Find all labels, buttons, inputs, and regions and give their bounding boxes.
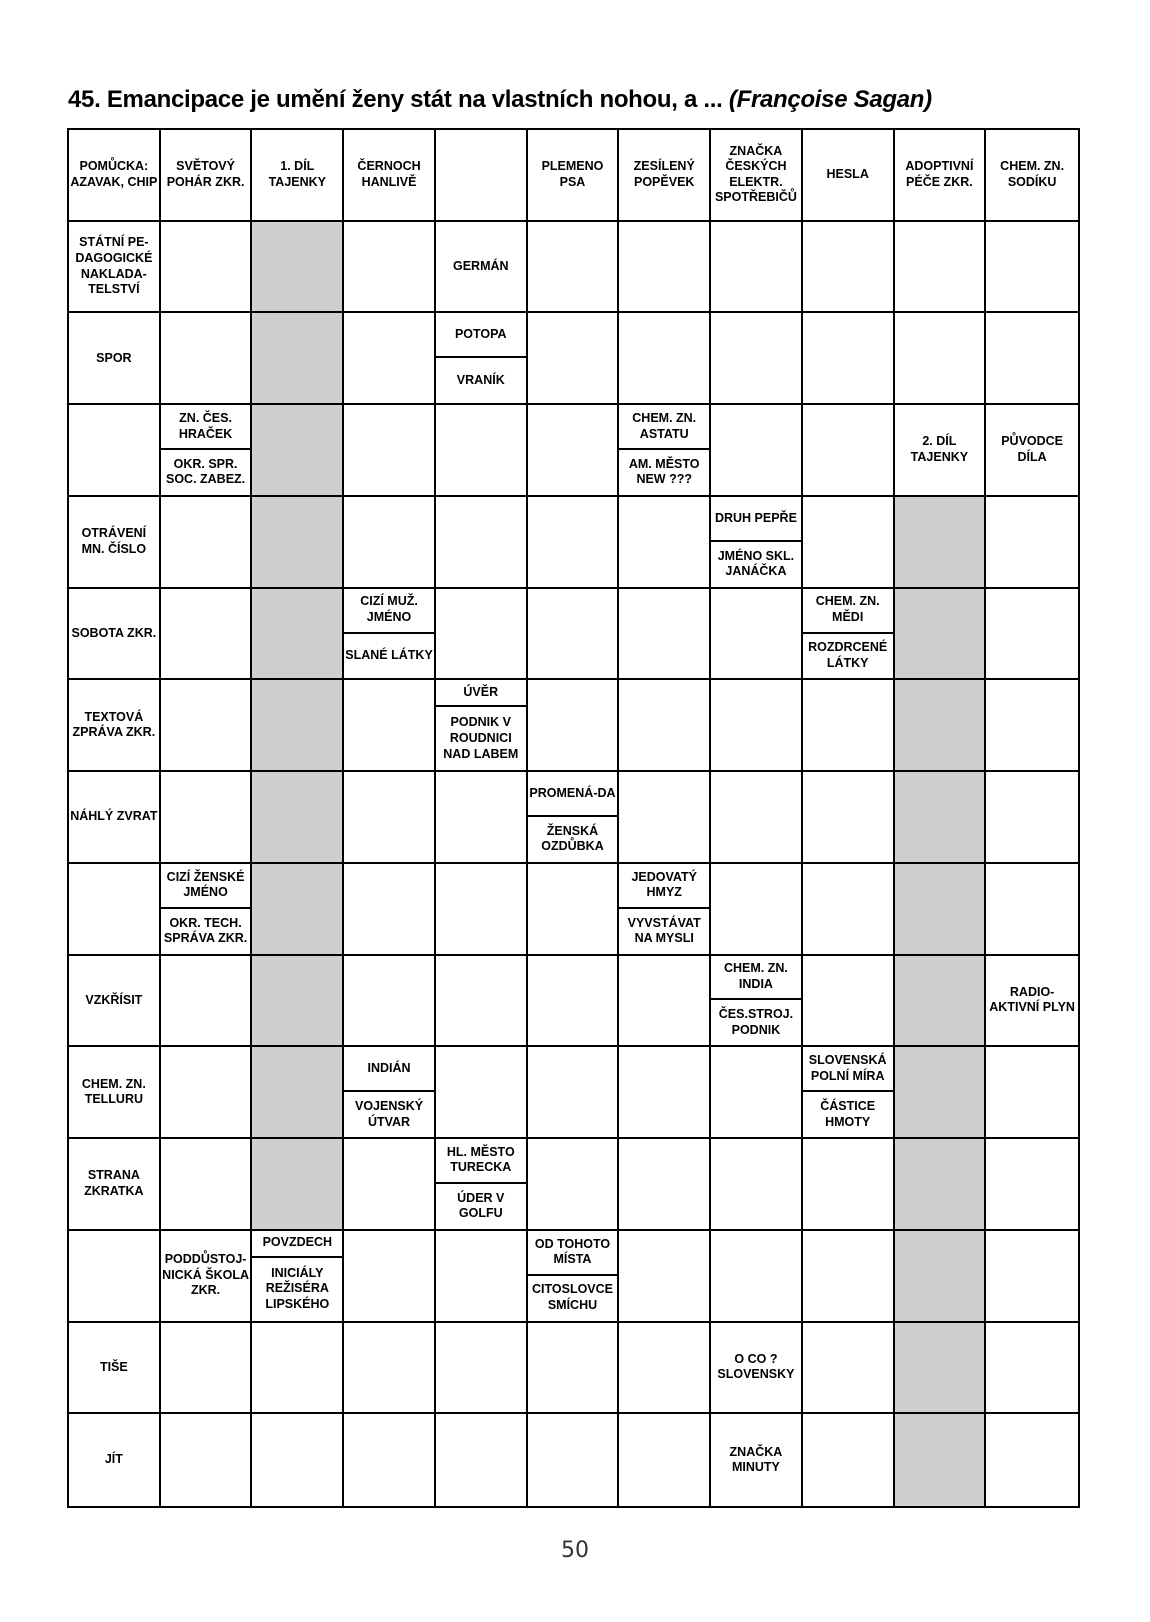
shaded-cell[interactable] <box>895 864 987 956</box>
answer-cell[interactable] <box>436 405 528 497</box>
answer-cell[interactable] <box>619 222 711 314</box>
answer-cell[interactable] <box>161 1047 253 1139</box>
answer-cell[interactable] <box>528 680 620 772</box>
answer-cell[interactable] <box>528 1139 620 1231</box>
clue-bottom: ČES.STROJ. PODNIK <box>718 1007 794 1037</box>
answer-cell[interactable] <box>161 222 253 314</box>
clue-cell: ADOPTIVNÍ PÉČE ZKR. <box>895 130 987 222</box>
clue-bottom: VYVSTÁVAT NA MYSLI <box>627 915 701 946</box>
split-clue-cell <box>161 405 253 497</box>
shaded-cell[interactable] <box>252 1047 344 1139</box>
answer-cell[interactable] <box>528 497 620 589</box>
answer-cell[interactable] <box>895 222 987 314</box>
split-clue-cell <box>619 405 711 497</box>
split-clue-cell <box>161 864 253 956</box>
answer-cell[interactable] <box>528 956 620 1048</box>
answer-cell[interactable] <box>161 772 253 864</box>
answer-cell[interactable] <box>986 772 1078 864</box>
answer-cell[interactable] <box>436 589 528 681</box>
answer-cell[interactable] <box>436 1323 528 1415</box>
clue-top: CHEM. ZN. MĚDI <box>803 589 893 634</box>
clue-top: CHEM. ZN. INDIA <box>711 956 801 1001</box>
answer-cell[interactable] <box>344 772 436 864</box>
shaded-cell[interactable] <box>252 222 344 314</box>
clue-bottom: VOJENSKÝ ÚTVAR <box>354 1098 424 1129</box>
clue-top: PROMENÁ-DA <box>528 772 618 817</box>
answer-cell[interactable] <box>436 864 528 956</box>
answer-cell[interactable] <box>344 313 436 405</box>
answer-cell[interactable] <box>528 405 620 497</box>
clue-cell: SOBOTA ZKR. <box>69 589 161 681</box>
answer-cell[interactable] <box>528 1414 620 1506</box>
answer-cell[interactable] <box>803 956 895 1048</box>
shaded-cell[interactable] <box>252 589 344 681</box>
clue-cell: PODDŮSTOJ-NICKÁ ŠKOLA ZKR. <box>161 1231 253 1323</box>
clue-bottom: SLANÉ LÁTKY <box>345 648 433 663</box>
answer-cell[interactable] <box>711 864 803 956</box>
answer-cell[interactable] <box>803 405 895 497</box>
shaded-cell[interactable] <box>895 1047 987 1139</box>
answer-cell[interactable] <box>528 222 620 314</box>
clue-cell: PŮVODCE DÍLA <box>986 405 1078 497</box>
clue-bottom: PODNIK V ROUDNICI NAD LABEM <box>443 715 519 761</box>
clue-cell: RADIO-AKTIVNÍ PLYN <box>986 956 1078 1048</box>
shaded-cell[interactable] <box>895 589 987 681</box>
split-clue-cell <box>619 864 711 956</box>
answer-cell[interactable] <box>436 956 528 1048</box>
clue-bottom: VRANÍK <box>456 372 505 387</box>
clue-cell: JÍT <box>69 1414 161 1506</box>
answer-cell[interactable] <box>986 1231 1078 1323</box>
answer-cell[interactable] <box>69 864 161 956</box>
shaded-cell[interactable] <box>895 497 987 589</box>
answer-cell[interactable] <box>986 1323 1078 1415</box>
answer-cell[interactable] <box>711 772 803 864</box>
answer-cell[interactable] <box>619 589 711 681</box>
clue-top: ÚVĚR <box>436 680 526 707</box>
answer-cell[interactable] <box>344 864 436 956</box>
answer-cell[interactable] <box>619 1323 711 1415</box>
answer-cell[interactable] <box>69 405 161 497</box>
answer-cell[interactable] <box>344 405 436 497</box>
answer-cell[interactable] <box>619 497 711 589</box>
clue-top: CIZÍ MUŽ. JMÉNO <box>344 589 434 634</box>
shaded-cell[interactable] <box>895 1414 987 1506</box>
answer-cell[interactable] <box>803 1323 895 1415</box>
clue-cell: HESLA <box>803 130 895 222</box>
clue-cell: TEXTOVÁ ZPRÁVA ZKR. <box>69 680 161 772</box>
clue-cell: 2. DÍL TAJENKY <box>895 405 987 497</box>
split-clue-cell <box>803 589 895 681</box>
answer-cell[interactable] <box>436 130 528 222</box>
clue-bottom: ŽENSKÁ OZDŮBKA <box>541 823 604 854</box>
answer-cell[interactable] <box>436 497 528 589</box>
clue-cell: ZNAČKA MINUTY <box>711 1414 803 1506</box>
answer-cell[interactable] <box>986 497 1078 589</box>
answer-cell[interactable] <box>528 1047 620 1139</box>
split-clue-cell <box>803 1047 895 1139</box>
clue-bottom: ÚDER V GOLFU <box>457 1190 505 1221</box>
answer-cell[interactable] <box>161 589 253 681</box>
answer-cell[interactable] <box>161 1414 253 1506</box>
clue-cell: NÁHLÝ ZVRAT <box>69 772 161 864</box>
shaded-cell[interactable] <box>895 956 987 1048</box>
answer-cell[interactable] <box>803 680 895 772</box>
split-clue-cell <box>344 1047 436 1139</box>
answer-cell[interactable] <box>344 1231 436 1323</box>
crossword-grid <box>67 128 1080 1508</box>
clue-cell: OTRÁVENÍ MN. ČÍSLO <box>69 497 161 589</box>
answer-cell[interactable] <box>69 1231 161 1323</box>
clue-bottom: OKR. TECH. SPRÁVA ZKR. <box>163 915 248 946</box>
clue-bottom: ČÁSTICE HMOTY <box>820 1098 876 1129</box>
answer-cell[interactable] <box>344 956 436 1048</box>
answer-cell[interactable] <box>161 680 253 772</box>
split-clue-cell <box>711 956 803 1048</box>
clue-bottom: INICIÁLY REŽISÉRA LIPSKÉHO <box>265 1265 330 1311</box>
split-clue-cell <box>436 313 528 405</box>
clue-cell: PLEMENO PSA <box>528 130 620 222</box>
title-text: 45. Emancipace je umění ženy stát na vlastních nohou, a ... <box>68 86 723 113</box>
answer-cell[interactable] <box>344 680 436 772</box>
split-clue-cell <box>711 497 803 589</box>
puzzle-title <box>68 86 932 114</box>
answer-cell[interactable] <box>619 1231 711 1323</box>
answer-cell[interactable] <box>986 1414 1078 1506</box>
answer-cell[interactable] <box>803 1139 895 1231</box>
split-clue-cell <box>436 680 528 772</box>
clue-top: CHEM. ZN. ASTATU <box>619 405 709 450</box>
answer-cell[interactable] <box>161 956 253 1048</box>
clue-cell: TIŠE <box>69 1323 161 1415</box>
answer-cell[interactable] <box>619 1414 711 1506</box>
clue-top: CIZÍ ŽENSKÉ JMÉNO <box>161 864 251 909</box>
answer-cell[interactable] <box>803 772 895 864</box>
clue-cell: STRANA ZKRATKA <box>69 1139 161 1231</box>
clue-bottom: ROZDRCENÉ LÁTKY <box>808 640 888 670</box>
answer-cell[interactable] <box>986 589 1078 681</box>
clue-bottom: CITOSLOVCE SMÍCHU <box>531 1282 613 1313</box>
clue-top: HL. MĚSTO TURECKA <box>436 1139 526 1184</box>
answer-cell[interactable] <box>619 1047 711 1139</box>
answer-cell[interactable] <box>344 497 436 589</box>
answer-cell[interactable] <box>711 1231 803 1323</box>
clue-bottom: AM. MĚSTO NEW ??? <box>628 456 700 487</box>
clue-cell: SPOR <box>69 313 161 405</box>
answer-cell[interactable] <box>711 313 803 405</box>
shaded-cell[interactable] <box>252 864 344 956</box>
answer-cell[interactable] <box>344 222 436 314</box>
clue-bottom: JMÉNO SKL. JANÁČKA <box>717 548 795 579</box>
answer-cell[interactable] <box>252 1323 344 1415</box>
split-clue-cell <box>436 1139 528 1231</box>
shaded-cell[interactable] <box>252 772 344 864</box>
answer-cell[interactable] <box>711 680 803 772</box>
clue-cell: CHEM. ZN. SODÍKU <box>986 130 1078 222</box>
answer-cell[interactable] <box>803 1414 895 1506</box>
shaded-cell[interactable] <box>252 680 344 772</box>
shaded-cell[interactable] <box>895 1323 987 1415</box>
answer-cell[interactable] <box>711 1047 803 1139</box>
split-clue-cell <box>528 772 620 864</box>
answer-cell[interactable] <box>252 1414 344 1506</box>
clue-top: DRUH PEPŘE <box>711 497 801 542</box>
answer-cell[interactable] <box>619 313 711 405</box>
answer-cell[interactable] <box>986 222 1078 314</box>
answer-cell[interactable] <box>803 497 895 589</box>
clue-cell: ČERNOCH HANLIVĚ <box>344 130 436 222</box>
answer-cell[interactable] <box>619 956 711 1048</box>
clue-cell: ZNAČKA ČESKÝCH ELEKTR. SPOTŘEBIČŮ <box>711 130 803 222</box>
clue-cell: POMŮCKA: AZAVAK, CHIP <box>69 130 161 222</box>
shaded-cell[interactable] <box>895 1139 987 1231</box>
answer-cell[interactable] <box>161 1139 253 1231</box>
clue-cell: STÁTNÍ PE-DAGOGICKÉ NAKLADA-TELSTVÍ <box>69 222 161 314</box>
shaded-cell[interactable] <box>252 313 344 405</box>
answer-cell[interactable] <box>986 1047 1078 1139</box>
shaded-cell[interactable] <box>252 956 344 1048</box>
clue-cell: SVĚTOVÝ POHÁR ZKR. <box>161 130 253 222</box>
answer-cell[interactable] <box>619 772 711 864</box>
clue-top: POTOPA <box>436 313 526 358</box>
clue-cell: GERMÁN <box>436 222 528 314</box>
answer-cell[interactable] <box>344 1323 436 1415</box>
answer-cell[interactable] <box>436 1414 528 1506</box>
answer-cell[interactable] <box>803 313 895 405</box>
answer-cell[interactable] <box>619 1139 711 1231</box>
shaded-cell[interactable] <box>895 772 987 864</box>
shaded-cell[interactable] <box>895 680 987 772</box>
clue-top: OD TOHOTO MÍSTA <box>528 1231 618 1276</box>
answer-cell[interactable] <box>711 589 803 681</box>
clue-cell: ZESÍLENÝ POPĚVEK <box>619 130 711 222</box>
page-number: 50 <box>561 1538 589 1563</box>
answer-cell[interactable] <box>619 680 711 772</box>
clue-top: SLOVENSKÁ POLNÍ MÍRA <box>803 1047 893 1092</box>
answer-cell[interactable] <box>161 497 253 589</box>
answer-cell[interactable] <box>803 1231 895 1323</box>
answer-cell[interactable] <box>986 864 1078 956</box>
split-clue-cell <box>252 1231 344 1323</box>
answer-cell[interactable] <box>528 589 620 681</box>
split-clue-cell <box>528 1231 620 1323</box>
shaded-cell[interactable] <box>252 497 344 589</box>
clue-top: POVZDECH <box>252 1231 342 1258</box>
answer-cell[interactable] <box>528 1323 620 1415</box>
answer-cell[interactable] <box>528 313 620 405</box>
clue-top: INDIÁN <box>344 1047 434 1092</box>
answer-cell[interactable] <box>803 864 895 956</box>
clue-top: ZN. ČES. HRAČEK <box>161 405 251 450</box>
clue-cell: O CO ? SLOVENSKY <box>711 1323 803 1415</box>
answer-cell[interactable] <box>528 864 620 956</box>
answer-cell[interactable] <box>344 1414 436 1506</box>
shaded-cell[interactable] <box>895 1231 987 1323</box>
answer-cell[interactable] <box>986 1139 1078 1231</box>
answer-cell[interactable] <box>436 1231 528 1323</box>
clue-cell: CHEM. ZN. TELLURU <box>69 1047 161 1139</box>
answer-cell[interactable] <box>436 772 528 864</box>
answer-cell[interactable] <box>161 1323 253 1415</box>
answer-cell[interactable] <box>161 313 253 405</box>
split-clue-cell <box>344 589 436 681</box>
answer-cell[interactable] <box>344 1139 436 1231</box>
title-author: (Françoise Sagan) <box>728 86 932 113</box>
answer-cell[interactable] <box>986 313 1078 405</box>
clue-cell: VZKŘÍSIT <box>69 956 161 1048</box>
clue-top: JEDOVATÝ HMYZ <box>619 864 709 909</box>
answer-cell[interactable] <box>895 313 987 405</box>
shaded-cell[interactable] <box>252 405 344 497</box>
clue-bottom: OKR. SPR. SOC. ZABEZ. <box>165 456 246 487</box>
answer-cell[interactable] <box>711 405 803 497</box>
answer-cell[interactable] <box>986 680 1078 772</box>
answer-cell[interactable] <box>436 1047 528 1139</box>
answer-cell[interactable] <box>803 222 895 314</box>
clue-cell: 1. DÍL TAJENKY <box>252 130 344 222</box>
answer-cell[interactable] <box>711 1139 803 1231</box>
shaded-cell[interactable] <box>252 1139 344 1231</box>
answer-cell[interactable] <box>711 222 803 314</box>
